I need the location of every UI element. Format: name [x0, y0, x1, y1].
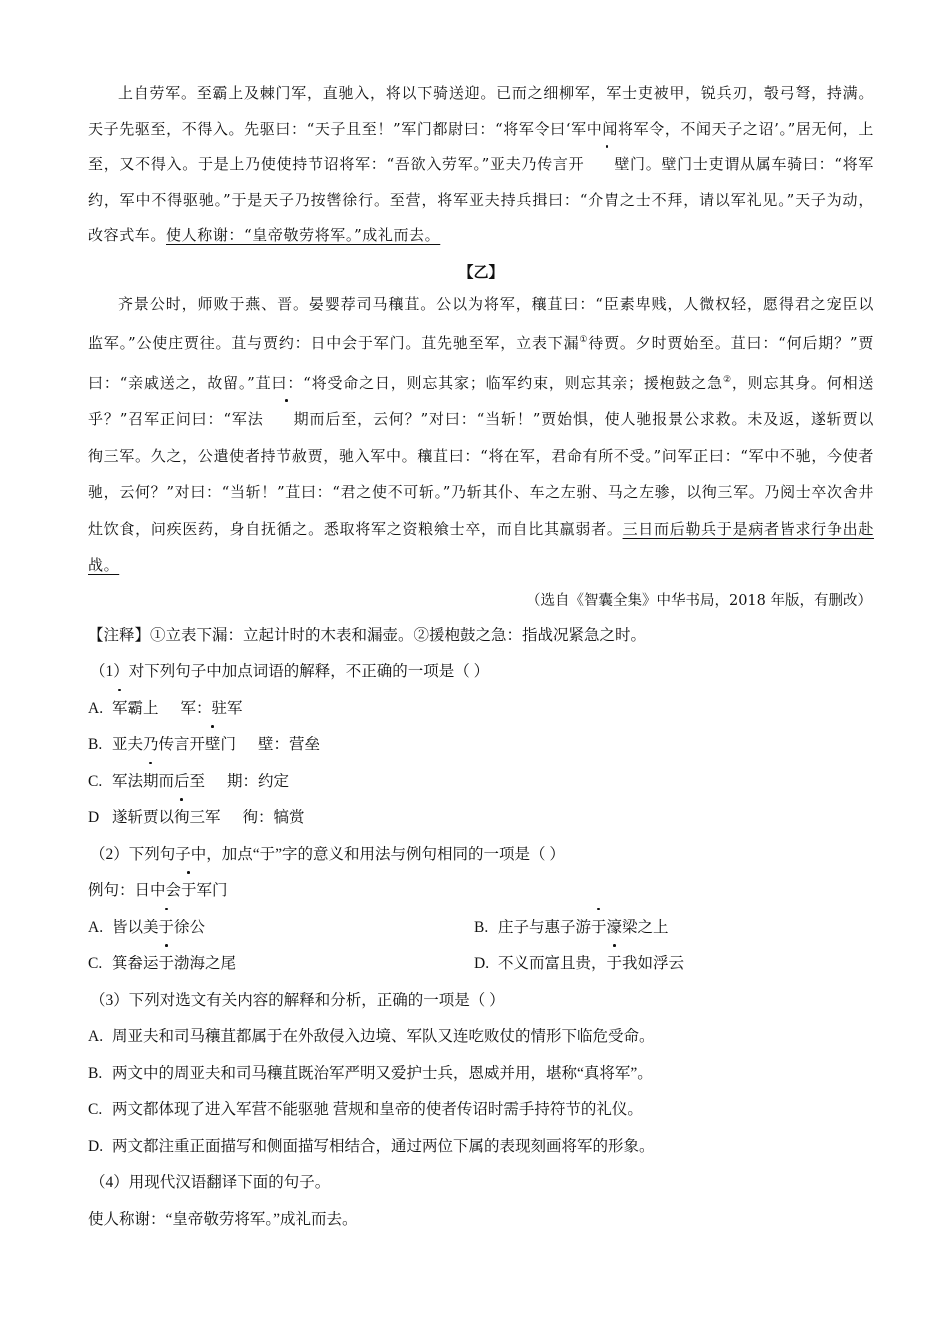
q1-option-d: D 遂斩贾以徇三军 徇：犒赏	[88, 800, 874, 837]
q2-example: 例句：日中会于军门	[88, 873, 874, 910]
q2-options-row-2	[88, 946, 874, 983]
q2-options-row-1	[88, 910, 874, 947]
q1-option-b: B. 亚夫乃传言开壁门 壁：营垒	[88, 727, 874, 764]
q3-option-a: A. 周亚夫和司马穰苴都属于在外敌侵入边境、军队又连吃败仗的情形下临危受命。	[88, 1028, 655, 1045]
q1-option-c: C. 军法期而后至 期：约定	[88, 764, 874, 801]
passage-jia-paragraph: 上自劳军。至霸上及棘门军，直驰入，将以下骑送迎。已而之细柳军，军士吏被甲，锐兵刃，彀弓弩，持满。天子先驱至，不得入。先驱曰：“天子且至！”军门都尉曰：“将军令曰‘军中闻将军令，不闻天子之诏’。”居无何，上至，又不得入。于是上乃使使持节诏将军：“吾欲入劳军。”亚夫乃传言开 壁门。壁门士吏谓从属车骑曰：“将军约，军中不得驱驰。”于是天子乃按辔徐行。至营，将军亚夫持兵揖曰：“介胄之士不拜，请以军礼见。”天子为动，改容式车。使人称谢：“皇帝敬劳将军。”成礼而去。	[88, 84, 874, 244]
underlined-sentence: 三日而后勒兵于是病者皆求行争出赴战。	[88, 519, 874, 574]
underlined-sentence: 使人称谢：“皇帝敬劳将军。”成礼而去。	[166, 226, 441, 244]
footnote-marker: ②	[722, 374, 732, 385]
question-1-stem: （1）对下列句子中加点词语的解释，不正确的一项是（ ）	[90, 663, 490, 680]
q1-option-a: A. 军霸上 军：驻军	[88, 691, 874, 728]
dotted-char: 壁	[584, 147, 630, 183]
question-2-stem: （2）下列句子中，加点“于”字的意义和用法与例句相同的一项是（ ）	[90, 845, 565, 863]
dotted-char: 徇	[174, 800, 190, 837]
dotted-char: 于	[159, 946, 175, 983]
source-citation: （选自《智囊全集》中华书局，2018 年版，有删改）	[525, 592, 872, 609]
exam-page	[88, 76, 874, 1238]
q3-option-c: C. 两文都体现了进入军营不能驱驰 营规和皇帝的使者传诏时需手持符节的礼仪。	[88, 1101, 643, 1118]
dotted-char: 期	[143, 764, 159, 801]
q2-option-c: C. 箕畚运于渤海之尾	[88, 946, 474, 983]
section-title-yi: 【乙】	[458, 262, 504, 281]
question-3-stem: （3）下列对选文有关内容的解释和分析，正确的一项是（ ）	[90, 991, 505, 1009]
q2-option-a: A. 皆以美于徐公	[88, 910, 474, 947]
passage-yi-paragraph: 齐景公时，师败于燕、晋。晏婴荐司马穰苴。公以为将军，穰苴曰：“臣素卑贱，人微权轻，愿得君之宠臣以监军。”公使庄贾往。苴与贾约：日中会于军门。苴先驰至军，立表下漏①待贾。夕时贾始至。苴曰：“何后期？”贾曰：“亲戚送之，故留。”苴曰：“将受命之日，则忘其家；临军约束，则忘其亲；援枹鼓之急②，则忘其身。何相送乎？”召军正问曰：“军法 期而后至，云何？”对曰：“当斩！”贾始惧，使人驰报景公求救。未及返，遂斩贾以徇三军。久之，公遣使者持节赦贾，驰入军中。穰苴曰：“将在军，君命有所不受。”问军正曰：“军中不驰，今使者驰，云何？”对曰：“当斩！”苴曰：“君之使不可斩。”乃斩其仆、车之左驸、马之左骖，以徇三军。乃阅士卒次舍井灶饮食，问疾医药，身自抚循之。悉取将军之资粮飨士卒，而自比其羸弱者。三日而后勒兵于是病者皆求行争出赴战。	[88, 294, 874, 574]
passage-jia	[88, 76, 874, 254]
q4-sentence: 使人称谢：“皇帝敬劳将军。”成礼而去。	[88, 1210, 358, 1228]
passage-yi	[88, 286, 874, 584]
dotted-char: 于	[159, 910, 175, 947]
footnote-marker: ①	[579, 335, 589, 345]
dotted-char: 于	[607, 946, 623, 983]
dotted-char: 于	[591, 910, 607, 947]
q2-option-d: D. 不义而富且贵，于我如浮云	[474, 946, 860, 983]
dotted-char: 军	[112, 691, 128, 728]
dotted-char: 壁	[205, 727, 221, 764]
q3-option-b: B. 两文中的周亚夫和司马穰苴既治军严明又爱护士兵，恩威并用，堪称“真将军”。	[88, 1064, 653, 1082]
dotted-char: 于	[181, 873, 197, 910]
question-4-stem: （4）用现代汉语翻译下面的句子。	[90, 1174, 331, 1191]
q2-option-b: B. 庄子与惠子游于濠梁之上	[474, 910, 860, 947]
q3-option-d: D. 两文都注重正面描写和侧面描写相结合，通过两位下属的表现刻画将军的形象。	[88, 1137, 655, 1155]
dotted-char: 期	[264, 401, 310, 438]
notes: 【注释】①立表下漏：立起计时的木表和漏壶。②援枹鼓之急：指战况紧急之时。	[88, 626, 647, 644]
